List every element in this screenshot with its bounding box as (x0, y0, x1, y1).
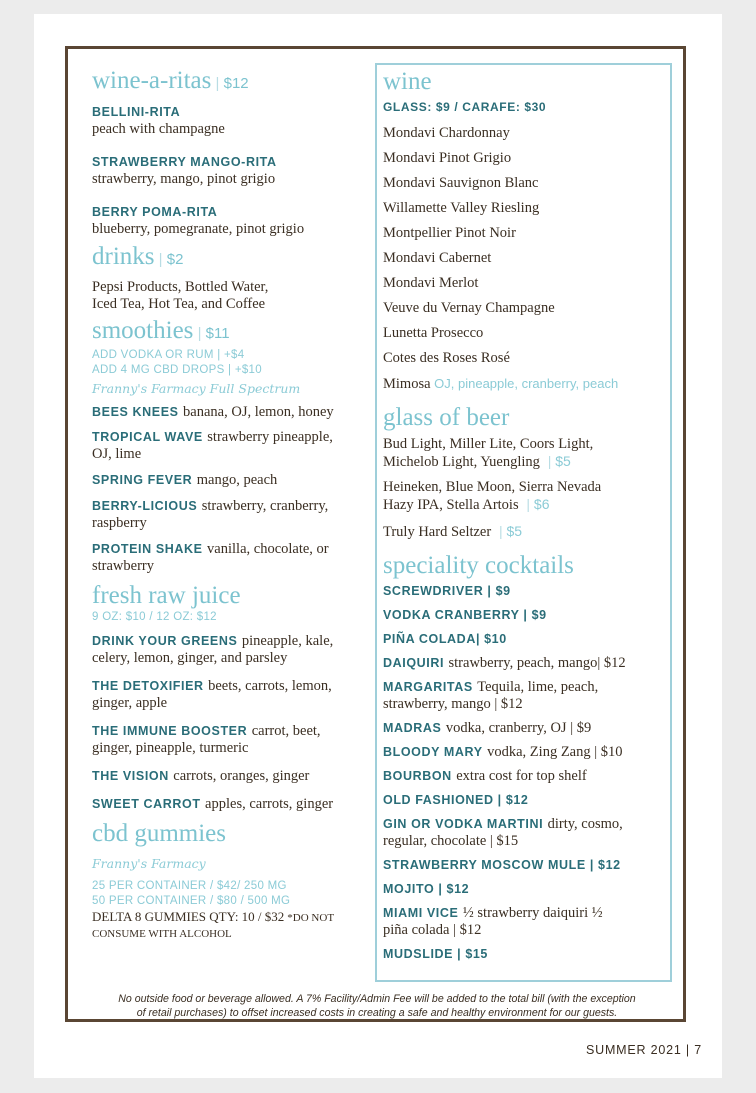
cocktail-item: DAIQUIRI strawberry, peach, mango| $12 (383, 655, 626, 671)
beer-line: Michelob Light, Yuengling | $5 (383, 453, 571, 470)
wine-item: Mondavi Chardonnay (383, 125, 510, 141)
wine-pricing: GLASS: $9 / CARAFE: $30 (383, 100, 547, 114)
page-number: SUMMER 2021 | 7 (586, 1043, 702, 1057)
wine-item: Veuve du Vernay Champagne (383, 300, 555, 316)
wine-item: Mondavi Cabernet (383, 250, 492, 266)
right-column-box (375, 63, 672, 982)
menu-item: THE IMMUNE BOOSTER carrot, beet, ginger, pineapple, turmeric (92, 723, 321, 756)
section-title-cbd: cbd gummies (92, 820, 227, 847)
cocktail-item: BOURBON extra cost for top shelf (383, 768, 587, 784)
cocktail-item: GIN OR VODKA MARTINI dirty, cosmo, regular, chocolate | $15 (383, 816, 623, 849)
cocktail-item: OLD FASHIONED | $12 (383, 793, 529, 807)
cocktail-item: MADRAS vodka, cranberry, OJ | $9 (383, 720, 592, 736)
cocktail-item: VODKA CRANBERRY | $9 (383, 608, 547, 622)
menu-item: BEES KNEES banana, OJ, lemon, honey (92, 404, 334, 420)
wine-item: Lunetta Prosecco (383, 325, 484, 341)
section-title-juice: fresh raw juice (92, 582, 241, 609)
beer-line: Truly Hard Seltzer | $5 (383, 523, 523, 540)
menu-frame (65, 46, 686, 1022)
beer-line: Hazy IPA, Stella Artois | $6 (383, 496, 550, 513)
cocktail-item: SCREWDRIVER | $9 (383, 584, 511, 598)
menu-item: THE VISION carrots, oranges, ginger (92, 768, 310, 784)
menu-item: SPRING FEVER mango, peach (92, 472, 278, 488)
cocktail-item: PIÑA COLADA| $10 (383, 632, 507, 646)
drinks-line: Iced Tea, Hot Tea, and Coffee (92, 296, 266, 312)
section-title-beer: glass of beer (383, 404, 510, 431)
wine-item: Cotes des Roses Rosé (383, 350, 510, 366)
wine-item: Willamette Valley Riesling (383, 200, 540, 216)
wine-item: Mondavi Sauvignon Blanc (383, 175, 539, 191)
franny-script-label: Franny's Farmacy Full Spectrum (92, 381, 301, 396)
cocktail-item: MUDSLIDE | $15 (383, 947, 488, 961)
addon-cbd-drops: ADD 4 MG CBD DROPS | +$10 (92, 364, 262, 376)
section-title-drinks: drinks | $2 (92, 243, 184, 270)
wine-item-mimosa: Mimosa OJ, pineapple, cranberry, peach (383, 376, 619, 392)
addon-vodka-rum: ADD VODKA OR RUM | +$4 (92, 349, 245, 361)
beer-line: Bud Light, Miller Lite, Coors Light, (383, 436, 594, 452)
footer-note: No outside food or beverage allowed. A 7% Facility/Admin Fee will be added to the total bill (with the exception of retail purchases) to offset increased costs in creating a safe and healthy environment for our guests. (118, 993, 636, 1019)
left-column (92, 67, 360, 942)
menu-item: PROTEIN SHAKE vanilla, chocolate, or strawberry (92, 541, 329, 574)
cocktail-item: STRAWBERRY MOSCOW MULE | $12 (383, 858, 621, 872)
drinks-line: Pepsi Products, Bottled Water, (92, 279, 269, 295)
section-title-cocktails: speciality cocktails (383, 552, 574, 579)
delta8-line: DELTA 8 GUMMIES QTY: 10 / $32 *DO NOT (92, 909, 335, 924)
menu-item: BELLINI-RITA peach with champagne (92, 105, 225, 137)
cocktail-item: MARGARITAS Tequila, lime, peach, strawberry, mango | $12 (383, 679, 599, 712)
section-title-smoothies: smoothies | $11 (92, 317, 230, 344)
wine-item: Montpellier Pinot Noir (383, 225, 516, 241)
beer-line: Heineken, Blue Moon, Sierra Nevada (383, 479, 602, 495)
menu-item: THE DETOXIFIER beets, carrots, lemon, ginger, apple (92, 678, 332, 711)
wine-item: Mondavi Merlot (383, 275, 479, 291)
menu-item: TROPICAL WAVE strawberry pineapple, OJ, lime (92, 429, 333, 462)
cocktail-list (383, 582, 663, 963)
menu-item: SWEET CARROT apples, carrots, ginger (92, 796, 334, 812)
menu-item: STRAWBERRY MANGO-RITA strawberry, mango, pinot grigio (92, 155, 277, 187)
cbd-option: 50 PER CONTAINER / $80 / 500 MG (92, 895, 291, 907)
wine-item: Mondavi Pinot Grigio (383, 150, 512, 166)
menu-item: BERRY POMA-RITA blueberry, pomegranate, pinot grigio (92, 205, 305, 237)
cbd-option: 25 PER CONTAINER / $42/ 250 MG (92, 880, 287, 892)
section-title-wine-a-ritas: wine-a-ritas | $12 (92, 67, 249, 94)
cocktail-item: MIAMI VICE ½ strawberry daiquiri ½ piña colada | $12 (383, 905, 603, 938)
menu-item: DRINK YOUR GREENS pineapple, kale, celery, lemon, ginger, and parsley (92, 633, 334, 666)
menu-item: BERRY-LICIOUS strawberry, cranberry, raspberry (92, 498, 329, 531)
juice-sizes: 9 OZ: $10 / 12 OZ: $12 (92, 611, 217, 623)
cbd-warning: CONSUME WITH ALCOHOL (92, 928, 232, 940)
cocktail-item: BLOODY MARY vodka, Zing Zang | $10 (383, 744, 623, 760)
section-title-wine: wine (383, 68, 432, 95)
franny-script-label: Franny's Farmacy (92, 856, 206, 871)
cocktail-item: MOJITO | $12 (383, 882, 470, 896)
